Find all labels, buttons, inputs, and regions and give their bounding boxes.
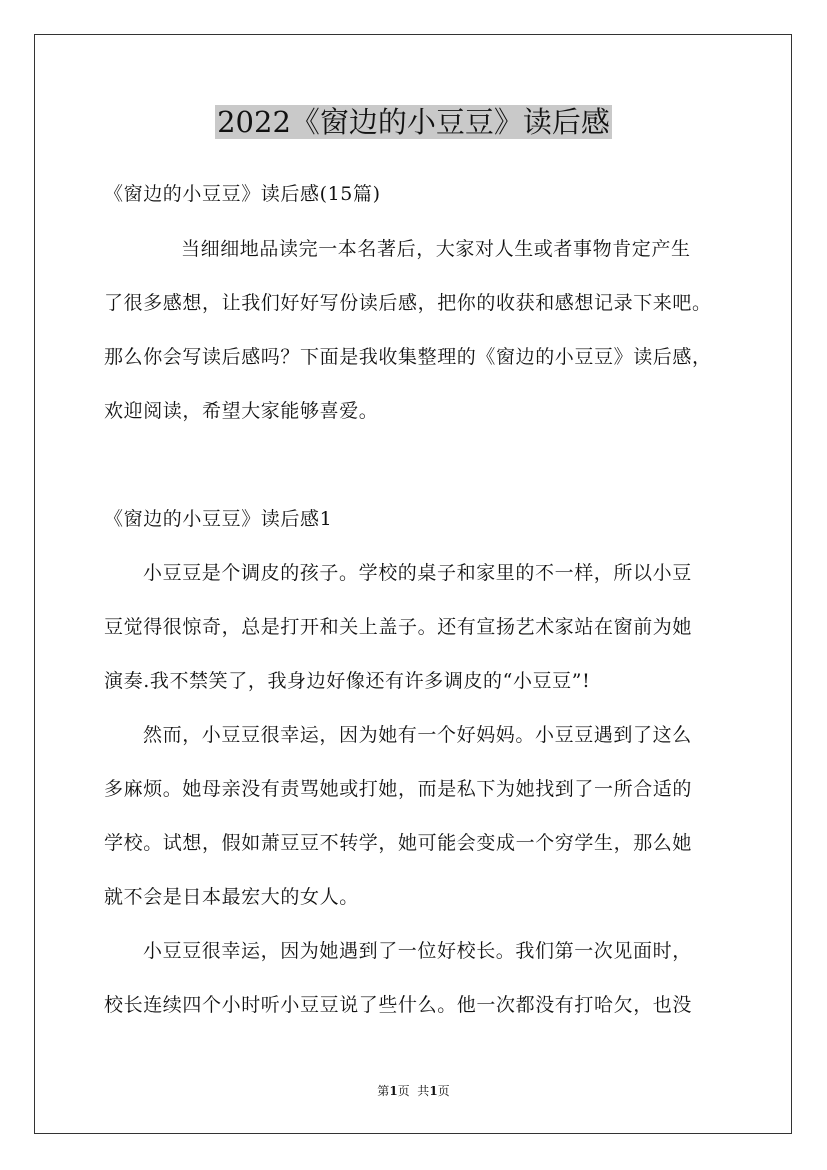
paragraph2-line-4: 就不会是日本最宏大的女人。	[104, 886, 359, 908]
footer-page-mid: 页 共	[397, 1084, 430, 1098]
document-subtitle: 《窗边的小豆豆》读后感(15篇)	[104, 183, 381, 205]
paragraph3-line-2: 校长连续四个小时听小豆豆说了些什么。他一次都没有打哈欠，也没	[104, 994, 693, 1016]
footer-page-current: 1	[389, 1084, 398, 1098]
paragraph1-line-1: 小豆豆是个调皮的孩子。学校的桌子和家里的不一样，所以小豆	[143, 562, 692, 584]
paragraph1-line-3: 演奏.我不禁笑了，我身边好像还有许多调皮的“小豆豆”!	[104, 670, 591, 692]
document-title	[0, 100, 827, 144]
footer-page-suffix: 页	[437, 1084, 450, 1098]
paragraph3-line-1: 小豆豆很幸运，因为她遇到了一位好校长。我们第一次见面时，	[143, 940, 692, 962]
intro-line-2: 了很多感想，让我们好好写份读后感，把你的收获和感想记录下来吧。	[104, 292, 712, 314]
paragraph2-line-2: 多麻烦。她母亲没有责骂她或打她，而是私下为她找到了一所合适的	[104, 778, 693, 800]
intro-line-3: 那么你会写读后感吗？下面是我收集整理的《窗边的小豆豆》读后感，	[104, 346, 712, 368]
paragraph2-line-1: 然而，小豆豆很幸运，因为她有一个好妈妈。小豆豆遇到了这么	[143, 724, 692, 746]
section-heading: 《窗边的小豆豆》读后感1	[104, 508, 333, 530]
paragraph2-line-3: 学校。试想，假如萧豆豆不转学，她可能会变成一个穷学生，那么她	[104, 832, 693, 854]
footer-page-prefix: 第	[377, 1084, 390, 1098]
footer-page-total: 1	[429, 1084, 438, 1098]
paragraph1-line-2: 豆觉得很惊奇，总是打开和关上盖子。还有宣扬艺术家站在窗前为她	[104, 616, 693, 638]
intro-line-4: 欢迎阅读，希望大家能够喜爱。	[104, 400, 379, 422]
page-footer	[0, 1082, 827, 1100]
intro-line-1: 当细细地品读完一本名著后，大家对人生或者事物肯定产生	[181, 238, 691, 260]
document-title-text: 2022《窗边的小豆豆》读后感	[217, 105, 610, 139]
